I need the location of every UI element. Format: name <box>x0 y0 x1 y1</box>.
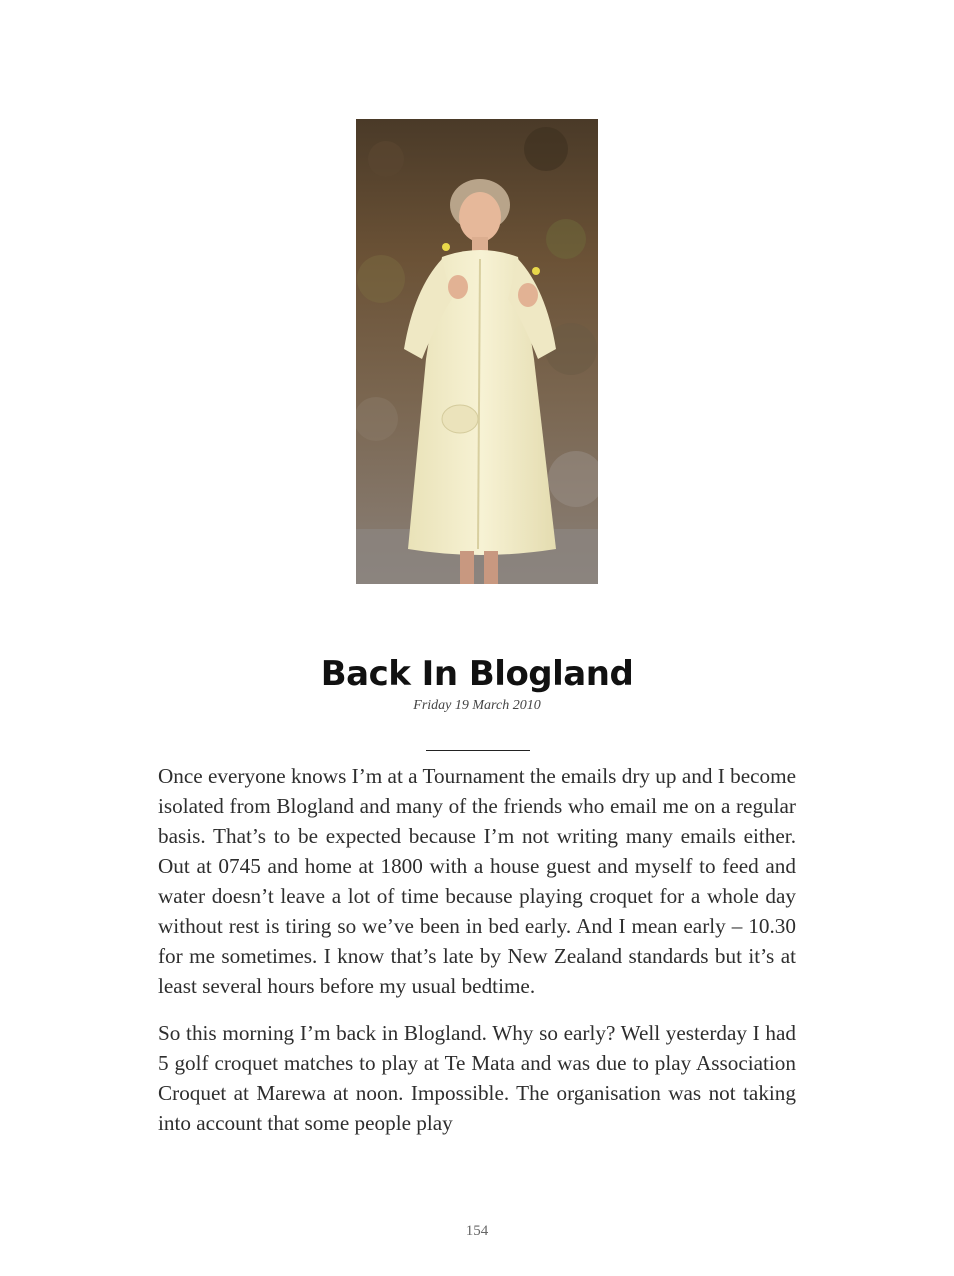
post-title: Back In Blogland <box>320 654 634 694</box>
body-paragraph: Once everyone knows I’m at a Tournament the emails dry up and I become isolated from Blogland and many of the friends who email me on a regular basis. That’s to be expected because I’m not writing many emails either. Out at 0745 and home at 1800 with a house guest and myself to feed and water doesn’t leave a lot of time because playing croquet for a whole day without rest is tiring so we’ve been in bed early. And I mean early – 10.30 for me sometimes. I know that’s late by New Zealand standards but it’s at least several hours before my usual bedtime. <box>158 764 796 998</box>
post-date: Friday 19 March 2010 <box>413 698 541 713</box>
post-body <box>158 761 796 1155</box>
title-divider <box>426 750 530 751</box>
woman-in-cream-coat-photo <box>356 119 598 584</box>
page-number: 154 <box>465 1223 489 1239</box>
body-paragraph: So this morning I’m back in Blogland. Why so early? Well yesterday I had 5 golf croquet matches to play at Te Mata and was due to play Association Croquet at Marewa at noon. Impossible. The organisation was not taking into account that some people play <box>158 1021 796 1135</box>
